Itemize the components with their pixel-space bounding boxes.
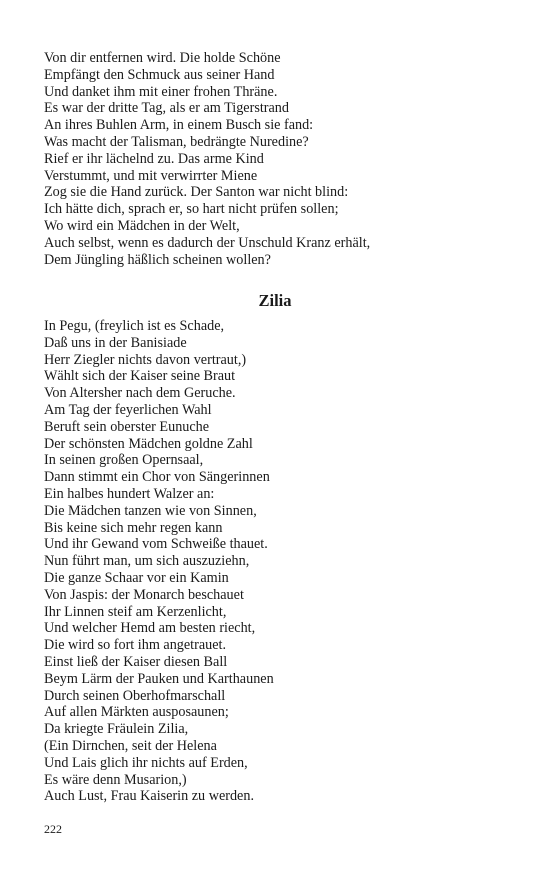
continued-poem-text — [44, 50, 514, 268]
verse-line: Ihr Linnen steif am Kerzenlicht, — [44, 603, 227, 620]
verse-line: Bis keine sich mehr regen kann — [44, 519, 223, 536]
verse-line: Es wäre denn Musarion,) — [44, 771, 187, 788]
verse-line: Von Altersher nach dem Geruche. — [44, 385, 236, 402]
verse-line: Auf allen Märkten ausposaunen; — [44, 704, 229, 721]
verse-line: Dem Jüngling häßlich scheinen wollen? — [44, 251, 271, 268]
verse-line: Auch selbst, wenn es dadurch der Unschuld Kranz erhält, — [44, 234, 371, 251]
verse-line: Die Mädchen tanzen wie von Sinnen, — [44, 502, 257, 519]
verse-line: Die ganze Schaar vor ein Kamin — [44, 569, 229, 586]
verse-line: Von dir entfernen wird. Die holde Schöne — [44, 50, 281, 66]
verse-line: Ein halbes hundert Walzer an: — [44, 485, 215, 502]
verse-line: Und welcher Hemd am besten riecht, — [44, 620, 256, 637]
verse-line: Dann stimmt ein Chor von Sängerinnen — [44, 469, 270, 486]
poem-text — [44, 318, 514, 805]
verse-line: Es war der dritte Tag, als er am Tigerstrand — [44, 100, 289, 117]
verse-line: Daß uns in der Banisiade — [44, 334, 187, 351]
verse-line: Wo wird ein Mädchen in der Welt, — [44, 217, 240, 234]
verse-line: Von Jaspis: der Monarch beschauet — [44, 586, 244, 603]
verse-line: In Pegu, (freylich ist es Schade, — [44, 318, 225, 334]
verse-line: Und ihr Gewand vom Schweiße thauet. — [44, 536, 268, 553]
verse-line: Am Tag der feyerlichen Wahl — [44, 401, 212, 418]
verse-line: (Ein Dirnchen, seit der Helena — [44, 737, 217, 754]
verse-line: Und danket ihm mit einer frohen Thräne. — [44, 83, 278, 100]
verse-line: Rief er ihr lächelnd zu. Das arme Kind — [44, 150, 264, 167]
verse-line: Durch seinen Oberhofmarschall — [44, 687, 226, 704]
verse-line: Beruft sein oberster Eunuche — [44, 418, 210, 435]
verse-line: Nun führt man, um sich auszuziehn, — [44, 553, 250, 570]
verse-line: Die wird so fort ihm angetrauet. — [44, 637, 227, 654]
verse-line: Wählt sich der Kaiser seine Braut — [44, 368, 236, 385]
verse-line: Beym Lärm der Pauken und Karthaunen — [44, 670, 274, 687]
page-number: 222 — [44, 822, 62, 836]
verse-line: Empfängt den Schmuck aus seiner Hand — [44, 66, 275, 83]
verse-line: Und Lais glich ihr nichts auf Erden, — [44, 754, 248, 771]
verse-line: In seinen großen Opernsaal, — [44, 452, 204, 469]
poem-title: Zilia — [258, 291, 292, 310]
verse-line: Ich hätte dich, sprach er, so hart nicht prüfen sollen; — [44, 201, 339, 218]
verse-line: Auch Lust, Frau Kaiserin zu werden. — [44, 788, 254, 805]
verse-line: Herr Ziegler nichts davon vertraut,) — [44, 351, 247, 368]
verse-line: Zog sie die Hand zurück. Der Santon war nicht blind: — [44, 184, 349, 201]
verse-line: Der schönsten Mädchen goldne Zahl — [44, 435, 253, 452]
verse-line: Einst ließ der Kaiser diesen Ball — [44, 653, 228, 670]
verse-line: Da kriegte Fräulein Zilia, — [44, 721, 189, 738]
verse-line: Verstummt, und mit verwirrter Miene — [44, 167, 258, 184]
verse-line: Was macht der Talisman, bedrängte Nuredine? — [44, 133, 309, 150]
verse-line: An ihres Buhlen Arm, in einem Busch sie fand: — [44, 117, 314, 134]
